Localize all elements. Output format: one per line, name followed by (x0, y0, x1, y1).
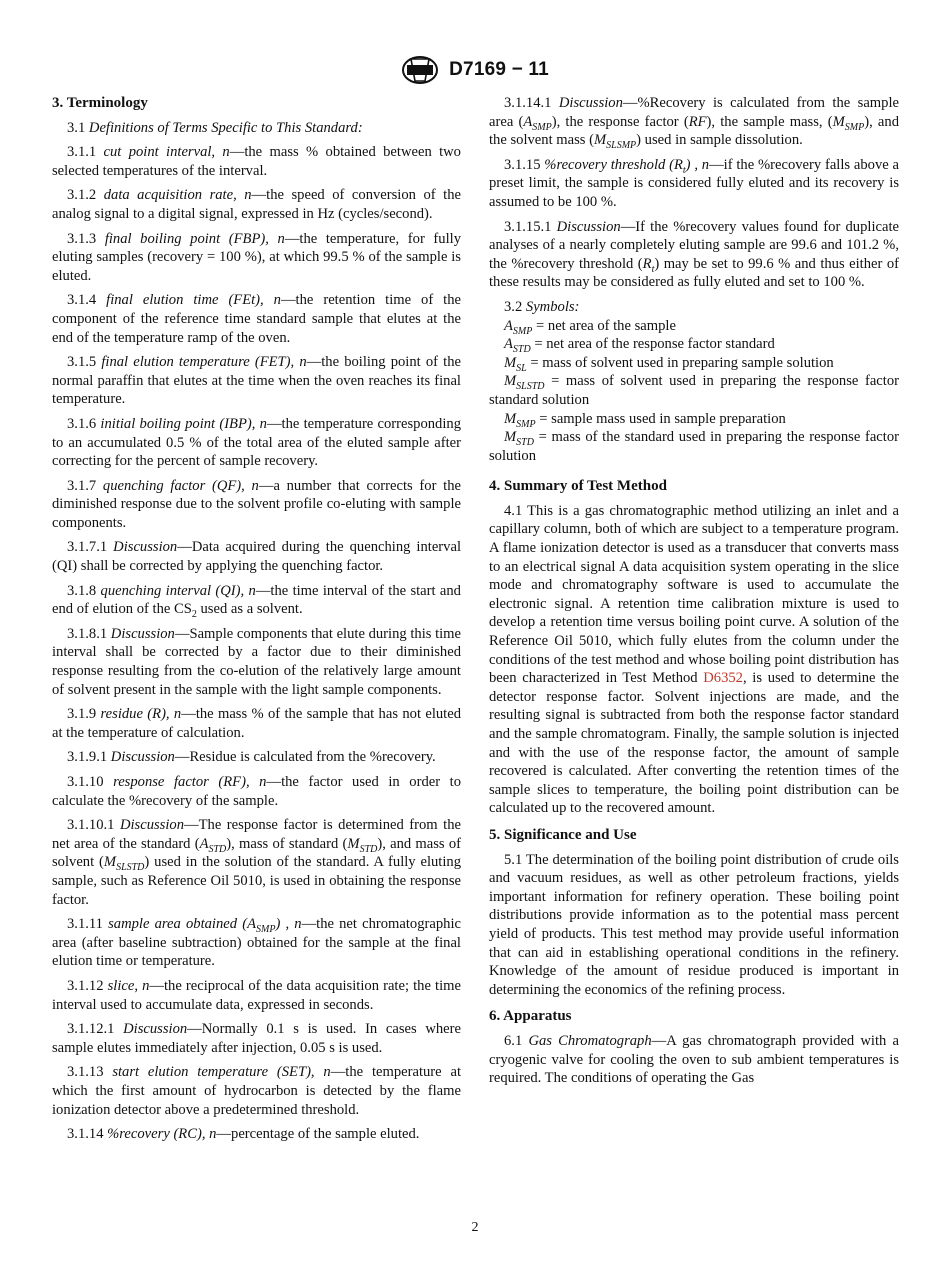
page-number: 2 (471, 1220, 479, 1235)
symbol-item: $M_{SLSTD}$ = mass of solvent used in preparing the response factor standard solution (489, 373, 899, 408)
symbol-item: $M_{SL}$ = mass of solvent used in preparing sample solution (504, 354, 834, 374)
paragraph-3-1-4: 3.1.4 final elution time (FEt), n—the retention time of the component of the reference time standard sample that elutes at the end of the temperature ramp of the oven. (52, 292, 461, 346)
symbol-item: $M_{SMP}$ = sample mass used in sample preparation (504, 410, 786, 430)
page-header (0, 55, 950, 85)
paragraph-3-1-10: 3.1.10 response factor (RF), n—the factor used in order to calculate the %recovery of the sample. (52, 774, 462, 809)
paragraph-6-1: 6.1 Gas Chromatograph—A gas chromatograph provided with a cryogenic valve for cooling the oven to sub ambient temperatures is required. The conditions of operating the Gas (489, 1032, 899, 1087)
section-heading: 6. Apparatus (489, 1008, 572, 1025)
right-column (489, 94, 899, 1094)
symbol-item: $M_{STD}$ = mass of the standard used in preparing the response factor solution (489, 429, 899, 464)
paragraph-3-1-9-1: 3.1.9.1 Discussion—Residue is calculated from the %recovery. (67, 749, 436, 766)
section-heading: 4. Summary of Test Method (489, 478, 667, 495)
paragraph-3-1-11: 3.1.11 sample area obtained $(A_{SMP})$ , n—the net chromatographic area (after baseline subtraction) obtained for the sample at the final elution time or temperature. (52, 916, 461, 970)
paragraph-3-1-8-1: 3.1.8.1 Discussion—Sample components that elute during this time interval shall be corrected by a factor due to their diminished response resulting from the co-elution of the relatively large amount of solvent present in the sample with the light sample components. (52, 625, 462, 698)
paragraph-3-1-7-1: 3.1.7.1 Discussion—Data acquired during the quenching interval (QI) shall be corrected by applying the quenching factor. (52, 539, 461, 575)
paragraph-3-1-14: 3.1.14 %recovery (RC), n—percentage of the sample eluted. (67, 1126, 420, 1143)
paragraph-3-1-13: 3.1.13 start elution temperature (SET), n—the temperature at which the first amount of hydrocarbon is detected by the flame ionization detector above a predetermined threshold. (52, 1064, 461, 1118)
paragraph-3-1-3: 3.1.3 final boiling point (FBP), n—the temperature, for fully eluting samples (recovery = 100 %), at which 99.5 % of the sample is eluted. (52, 230, 461, 284)
paragraph-3-1-5: 3.1.5 final elution temperature (FET), n—the boiling point of the normal paraffin that elutes at the time when the oven reaches its final temperature. (52, 354, 461, 408)
paragraph-3-1-1: 3.1.1 cut point interval, n—the mass % obtained between two selected temperatures of the interval. (52, 144, 461, 179)
paragraph-3-1-9: 3.1.9 residue (R), n—the mass % of the sample that has not eluted at the temperature of calculation. (52, 706, 461, 741)
paragraph-4-1: 4.1 This is a gas chromatographic method utilizing an inlet and a capillary column, both of which are subject to a temperature program. A flame ionization detector is used as a transducer that converts mass to an electrical signal A data acquisition system operating in the slice mode and chromatography software is used to accumulate the electronic signal. A retention time calibration mixture is used to develop a retention time versus boiling point curve. A solution of the Reference Oil 5010, which fully elutes from the column under the conditions of the test method and whose boiling point distribution has been characterized in Test Method D6352, is used to determine the detector response factor. Solvent injections are made, and the resulting signal is subtracted from both the response factor standard and the sample chromatogram. Finally, the sample solution is injected and with the use of the response factor, the amount of sample recovered is calculated. After converting the retention times of the sample slices to temperature, the boiling point distribution can be calculated up to the recovered amount. (489, 502, 899, 817)
astm-logo-icon (401, 55, 439, 85)
paragraph-3-1-12: 3.1.12 slice, n—the reciprocal of the data acquisition rate; the time interval used to accumulate data, expressed in seconds. (52, 977, 461, 1013)
paragraph-3-2: 3.2 Symbols: (504, 298, 580, 315)
paragraph-3-1: 3.1 Definitions of Terms Specific to This Standard: (67, 119, 363, 136)
symbol-item: $A_{STD}$ = net area of the response factor standard (504, 336, 775, 356)
symbols-list (489, 317, 899, 466)
section-heading: 3. Terminology (52, 95, 148, 111)
section-heading: 5. Significance and Use (489, 826, 637, 843)
paragraph-5-1: 5.1 The determination of the boiling point distribution of crude oils and vacuum residues, as well as other petroleum fractions, yields important information for refinery operation. These boiling point distributions provide information as to the potential mass percent yield of products. This test method may provide useful information that can aid in establishing operational conditions in the refinery. Knowledge of the amount of residue produced is important in determining the economics of the refining process. (489, 851, 899, 998)
paragraph-3-1-15: 3.1.15 %recovery threshold $(R_t)$ , n—if the %recovery falls above a preset limit, the sample is considered fully eluted and its recovery is assumed to be 100 %. (489, 156, 899, 210)
symbol-item: $A_{SMP}$ = net area of the sample (504, 317, 676, 337)
paragraph-3-1-15-1: 3.1.15.1 Discussion—If the %recovery values found for duplicate analyses of a nearly completely eluting sample are 99.6 and 101.2 %, the %recovery threshold $(R_t)$ may be set to 99.6 % and thus either of these results may be considered as fully eluted and set to 100 %. (489, 218, 899, 291)
paragraph-3-1-14-1: 3.1.14.1 Discussion—%Recovery is calculated from the sample area $(A_{SMP})$, the response factor (RF), the sample mass, $(M_{SMP})$, and the solvent mass $(M_{SLSMP})$ used in sample dissolution. (489, 95, 899, 152)
paragraph-3-1-12-1: 3.1.12.1 Discussion—Normally 0.1 s is used. In cases where sample elutes immediately after injection, 0.05 s is used. (52, 1021, 461, 1056)
left-column (52, 94, 461, 1150)
paragraph-3-1-7: 3.1.7 quenching factor (QF), n—a number that corrects for the diminished response due to the solvent profile co-eluting with sample components. (52, 477, 461, 531)
d6352-link[interactable]: D6352 (703, 670, 743, 687)
paragraph-3-1-8: 3.1.8 quenching interval (QI), n—the time interval of the start and end of elution of the $CS_2$ used as a solvent. (52, 582, 461, 621)
paragraph-3-1-10-1: 3.1.10.1 Discussion—The response factor is determined from the net area of the standard $(A_{STD})$, mass of standard $(M_{STD})$, and mass of solvent $(M_{SLSTD})$ used in the solution of the standard. A fully eluting sample, such as Reference Oil 5010, is used in obtaining the response factor. (52, 817, 461, 908)
document-designation: D7169 − 11 (449, 59, 549, 80)
paragraph-3-1-2: 3.1.2 data acquisition rate, n—the speed of conversion of the analog signal to a digital signal, expressed in Hz (cycles/second). (52, 187, 461, 222)
paragraph-3-1-6: 3.1.6 initial boiling point (IBP), n—the temperature corresponding to an accumulated 0.5 % of the total area of the eluted sample after correcting for the percent of sample recovery. (52, 415, 461, 470)
